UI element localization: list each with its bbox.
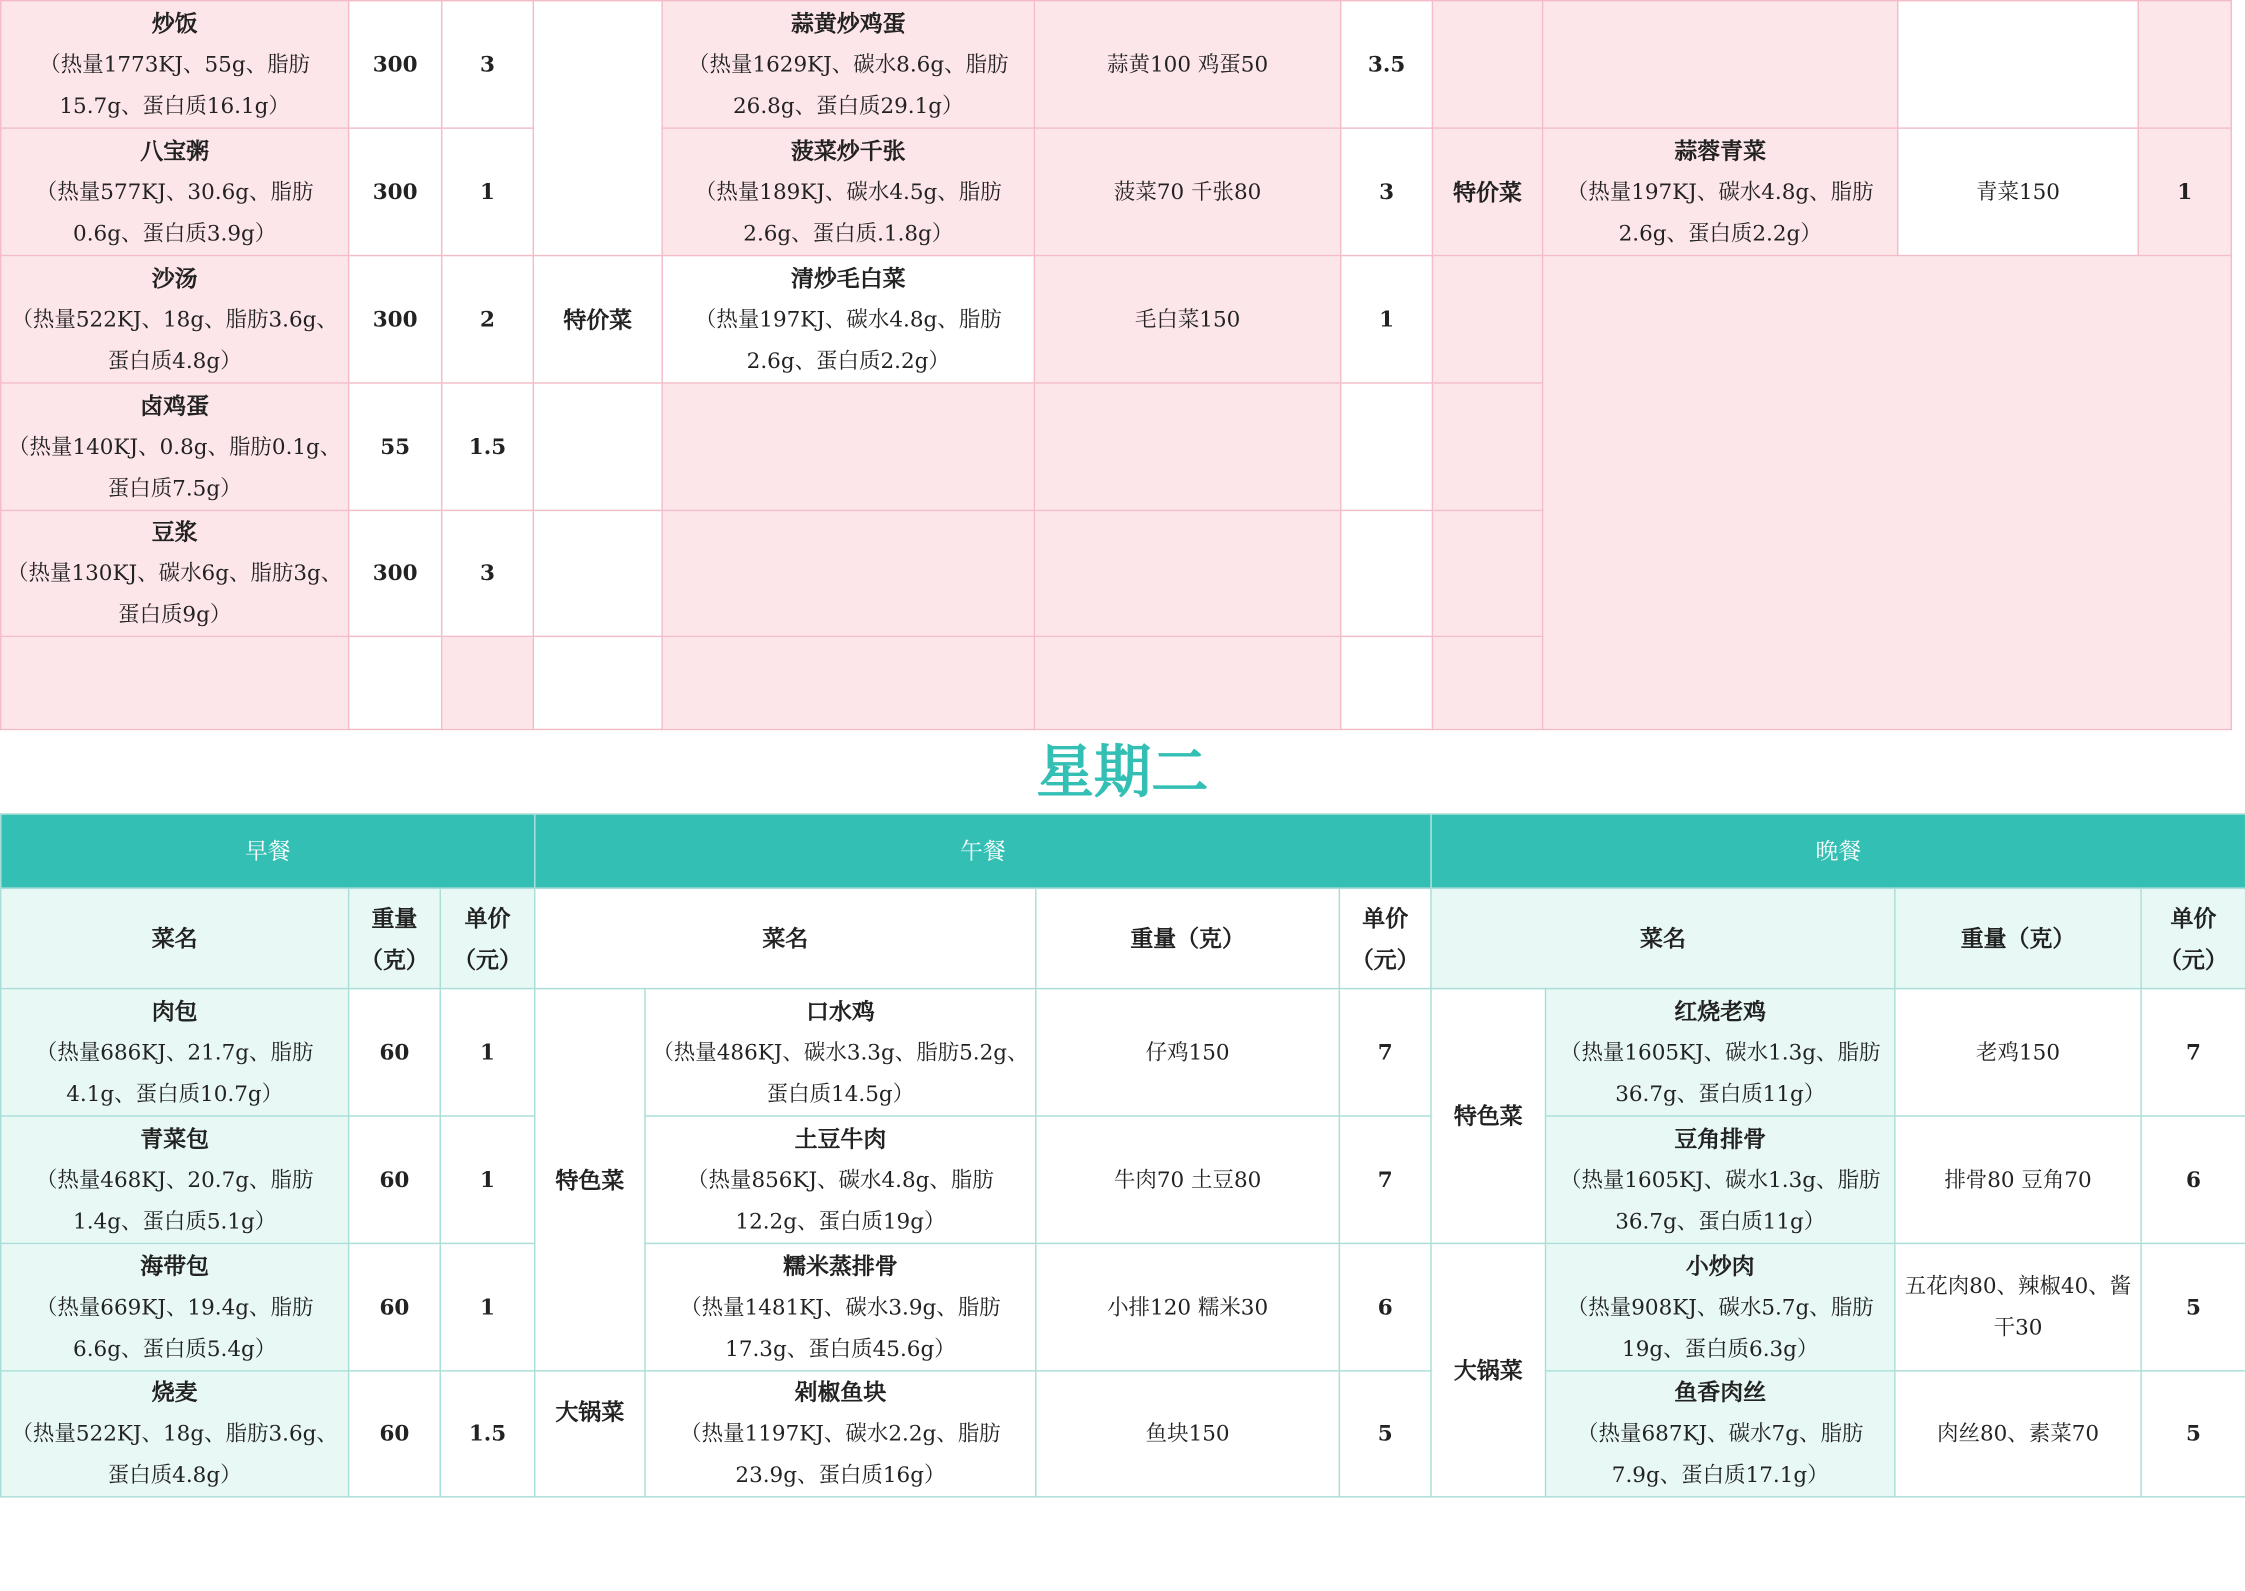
dish-price: 3 <box>442 510 534 636</box>
dish-weight: 菠菜70 千张80 <box>1034 128 1340 255</box>
dish-name: 海带包 <box>140 1252 210 1280</box>
dish-weight: 55 <box>349 383 442 510</box>
breakfast-header: 早餐 <box>1 814 535 888</box>
dish-nutrition: （热量856KJ、碳水4.8g、脂肪12.2g、蛋白质19g） <box>687 1166 994 1234</box>
dish-nutrition: （热量1773KJ、55g、脂肪15.7g、蛋白质16.1g） <box>39 50 311 119</box>
dish-weight: 排骨80 豆角70 <box>1895 1116 2141 1243</box>
dish-nutrition: （热量686KJ、21.7g、脂肪4.1g、蛋白质10.7g） <box>35 1038 314 1106</box>
dish-weight: 蒜黄100 鸡蛋50 <box>1034 1 1340 128</box>
dish-name: 八宝粥 <box>140 136 210 164</box>
dish-weight: 肉丝80、素菜70 <box>1895 1371 2141 1497</box>
table-row <box>1 1243 2245 1370</box>
empty-cell <box>662 510 1034 636</box>
dish-weight: 老鸡150 <box>1895 989 2141 1116</box>
dish-weight: 鱼块150 <box>1036 1371 1340 1497</box>
dish-price: 1.5 <box>442 383 534 510</box>
lunch-category-label: 大锅菜 <box>535 1371 645 1497</box>
dish-weight: 青菜150 <box>1898 128 2139 255</box>
dish-weight: 牛肉70 土豆80 <box>1036 1116 1340 1243</box>
dinner-header: 晚餐 <box>1431 814 2245 888</box>
dish-price: 7 <box>1339 1116 1431 1243</box>
table-row <box>1 256 2232 383</box>
dish-cell-empty <box>1543 1 1898 128</box>
dish-name: 口水鸡 <box>806 997 875 1025</box>
dish-nutrition: （热量197KJ、碳水4.8g、脂肪2.6g、蛋白质2.2g） <box>694 305 1002 373</box>
empty-cell <box>1034 383 1340 510</box>
dish-name: 卤鸡蛋 <box>140 391 210 419</box>
dish-cell <box>1 1243 349 1370</box>
dish-weight: 毛白菜150 <box>1034 256 1340 383</box>
dish-price: 6 <box>2141 1116 2245 1243</box>
dish-nutrition: （热量486KJ、碳水3.3g、脂肪5.2g、蛋白质14.5g） <box>652 1038 1029 1106</box>
col-header-price: 单价（元） <box>2141 888 2245 988</box>
dish-cell <box>645 1371 1036 1497</box>
dish-price: 3 <box>1341 128 1433 255</box>
dish-cell <box>1543 128 1898 255</box>
dish-name: 糯米蒸排骨 <box>783 1252 898 1280</box>
dish-nutrition: （热量908KJ、碳水5.7g、脂肪19g、蛋白质6.3g） <box>1566 1293 1874 1361</box>
dish-name: 小炒肉 <box>1685 1252 1755 1280</box>
dish-nutrition: （热量1481KJ、碳水3.9g、脂肪17.3g、蛋白质45.6g） <box>680 1293 1001 1361</box>
category-cell-empty <box>1432 1 1542 128</box>
dish-name: 蒜黄炒鸡蛋 <box>790 9 906 37</box>
dish-name: 土豆牛肉 <box>794 1124 887 1152</box>
dish-name: 豆角排骨 <box>1674 1124 1767 1152</box>
dish-weight: 60 <box>349 1116 441 1243</box>
dish-name: 红烧老鸡 <box>1674 997 1767 1025</box>
table-row <box>1 128 2232 255</box>
empty-cell <box>533 510 662 636</box>
table-row <box>1 1 2232 128</box>
empty-cell <box>1432 383 1542 510</box>
dish-cell <box>1 989 349 1116</box>
dish-nutrition: （热量687KJ、碳水7g、脂肪7.9g、蛋白质17.1g） <box>1577 1420 1864 1488</box>
dish-price: 1.5 <box>440 1371 535 1497</box>
column-header-row <box>1 888 2245 988</box>
price-cell-empty <box>2138 1 2231 128</box>
dish-cell <box>662 256 1034 383</box>
col-header-weight: 重量（克） <box>1895 888 2141 988</box>
dinner-category-label: 特色菜 <box>1431 989 1546 1244</box>
dish-name: 青菜包 <box>140 1124 210 1152</box>
dish-weight: 60 <box>349 1371 441 1497</box>
dish-cell <box>1546 1116 1895 1243</box>
dish-price: 7 <box>2141 989 2245 1116</box>
dish-price: 1 <box>440 1116 535 1243</box>
dish-nutrition: （热量522KJ、18g、脂肪3.6g、蛋白质4.8g） <box>11 1420 338 1488</box>
col-header-price: 单价（元） <box>440 888 535 988</box>
dish-cell <box>1 256 349 383</box>
empty-cell <box>662 636 1034 729</box>
dish-price: 1 <box>440 989 535 1116</box>
tuesday-menu-table <box>0 813 2245 1494</box>
empty-cell <box>442 636 534 729</box>
col-header-name: 菜名 <box>1431 888 1895 988</box>
meal-header-row <box>1 814 2245 888</box>
dish-cell <box>1 1371 349 1497</box>
dish-nutrition: （热量197KJ、碳水4.8g、脂肪2.6g、蛋白质2.2g） <box>1566 178 1874 246</box>
dinner-category-label: 大锅菜 <box>1431 1243 1546 1496</box>
dish-cell <box>645 1243 1036 1370</box>
empty-cell <box>1432 636 1542 729</box>
dish-name: 清炒毛白菜 <box>790 264 906 292</box>
dish-price: 1 <box>442 128 534 255</box>
col-header-weight: 重量（克） <box>1036 888 1340 988</box>
dish-nutrition: （热量140KJ、0.8g、脂肪0.1g、蛋白质7.5g） <box>8 433 342 501</box>
dish-cell <box>1 510 349 636</box>
dish-name: 剁椒鱼块 <box>794 1378 887 1406</box>
dish-cell <box>1546 1243 1895 1370</box>
dish-nutrition: （热量189KJ、碳水4.5g、脂肪2.6g、蛋白质.1.8g） <box>694 178 1002 246</box>
dish-name: 肉包 <box>151 997 198 1025</box>
dish-price: 5 <box>2141 1371 2245 1497</box>
dish-name: 炒饭 <box>151 9 198 37</box>
day-title: 星期二 <box>1036 740 1209 807</box>
dish-price: 7 <box>1339 989 1431 1116</box>
empty-cell <box>1341 510 1433 636</box>
dish-price: 2 <box>442 256 534 383</box>
dish-cell <box>1 128 349 255</box>
dish-cell <box>662 1 1034 128</box>
col-header-name: 菜名 <box>535 888 1036 988</box>
lunch-category-label: 特价菜 <box>533 256 662 383</box>
dinner-category-label: 特价菜 <box>1432 128 1542 255</box>
dish-price: 1 <box>440 1243 535 1370</box>
dish-weight: 小排120 糯米30 <box>1036 1243 1340 1370</box>
dish-cell <box>1 383 349 510</box>
empty-cell <box>1034 636 1340 729</box>
dish-cell <box>1 1116 349 1243</box>
dish-weight: 五花肉80、辣椒40、酱干30 <box>1895 1243 2141 1370</box>
category-cell-empty <box>1432 256 1542 383</box>
dish-price: 3.5 <box>1341 1 1433 128</box>
col-header-name: 菜名 <box>1 888 349 988</box>
dish-nutrition: （热量130KJ、碳水6g、脂肪3g、蛋白质9g） <box>7 559 343 628</box>
dish-name: 菠菜炒千张 <box>790 136 906 164</box>
dish-cell <box>1 1 349 128</box>
dish-price: 1 <box>2138 128 2231 255</box>
dish-nutrition: （热量522KJ、18g、脂肪3.6g、蛋白质4.8g） <box>11 305 338 373</box>
dish-nutrition: （热量669KJ、19.4g、脂肪6.6g、蛋白质5.4g） <box>35 1293 314 1361</box>
empty-cell <box>1432 510 1542 636</box>
empty-cell <box>1341 383 1433 510</box>
dish-price: 3 <box>442 1 534 128</box>
dish-price: 5 <box>1339 1371 1431 1497</box>
empty-cell <box>1034 510 1340 636</box>
dish-cell <box>662 128 1034 255</box>
table-row <box>1 989 2245 1116</box>
dish-nutrition: （热量1629KJ、碳水8.6g、脂肪26.8g、蛋白质29.1g） <box>688 50 1009 119</box>
col-header-weight: 重量（克） <box>349 888 441 988</box>
dish-weight: 300 <box>349 1 442 128</box>
table-row <box>1 1116 2245 1243</box>
lunch-header: 午餐 <box>535 814 1431 888</box>
table-row <box>1 1371 2245 1497</box>
dish-weight: 300 <box>349 128 442 255</box>
dish-cell <box>1546 1371 1895 1497</box>
dish-weight: 60 <box>349 1243 441 1370</box>
dish-price: 5 <box>2141 1243 2245 1370</box>
empty-cell <box>533 383 662 510</box>
dish-weight: 仔鸡150 <box>1036 989 1340 1116</box>
dish-name: 沙汤 <box>151 264 198 292</box>
dish-name: 豆浆 <box>151 518 198 546</box>
dish-name: 蒜蓉青菜 <box>1674 136 1767 164</box>
dish-weight: 60 <box>349 989 441 1116</box>
dish-cell <box>1546 989 1895 1116</box>
dish-weight: 300 <box>349 510 442 636</box>
dish-nutrition: （热量1197KJ、碳水2.2g、脂肪23.9g、蛋白质16g） <box>680 1420 1001 1488</box>
dish-nutrition: （热量1605KJ、碳水1.3g、脂肪36.7g、蛋白质11g） <box>1559 1038 1881 1106</box>
dish-name: 鱼香肉丝 <box>1674 1378 1767 1406</box>
empty-cell <box>533 636 662 729</box>
dish-price: 1 <box>1341 256 1433 383</box>
lunch-category-label: 特色菜 <box>535 989 645 1371</box>
monday-menu-table <box>0 0 2231 729</box>
dinner-empty-block <box>1543 256 2232 730</box>
dish-nutrition: （热量468KJ、20.7g、脂肪1.4g、蛋白质5.1g） <box>35 1166 314 1234</box>
col-header-price: 单价（元） <box>1339 888 1431 988</box>
dish-price: 6 <box>1339 1243 1431 1370</box>
weight-cell-empty <box>1898 1 2139 128</box>
dish-cell <box>645 1116 1036 1243</box>
dish-name: 烧麦 <box>151 1378 198 1406</box>
empty-cell <box>349 636 442 729</box>
empty-cell <box>1 636 349 729</box>
category-cell-empty <box>533 1 662 256</box>
dish-weight: 300 <box>349 256 442 383</box>
empty-cell <box>662 383 1034 510</box>
dish-nutrition: （热量577KJ、30.6g、脂肪0.6g、蛋白质3.9g） <box>35 178 314 246</box>
empty-cell <box>1341 636 1433 729</box>
dish-cell <box>645 989 1036 1116</box>
dish-nutrition: （热量1605KJ、碳水1.3g、脂肪36.7g、蛋白质11g） <box>1559 1166 1881 1234</box>
